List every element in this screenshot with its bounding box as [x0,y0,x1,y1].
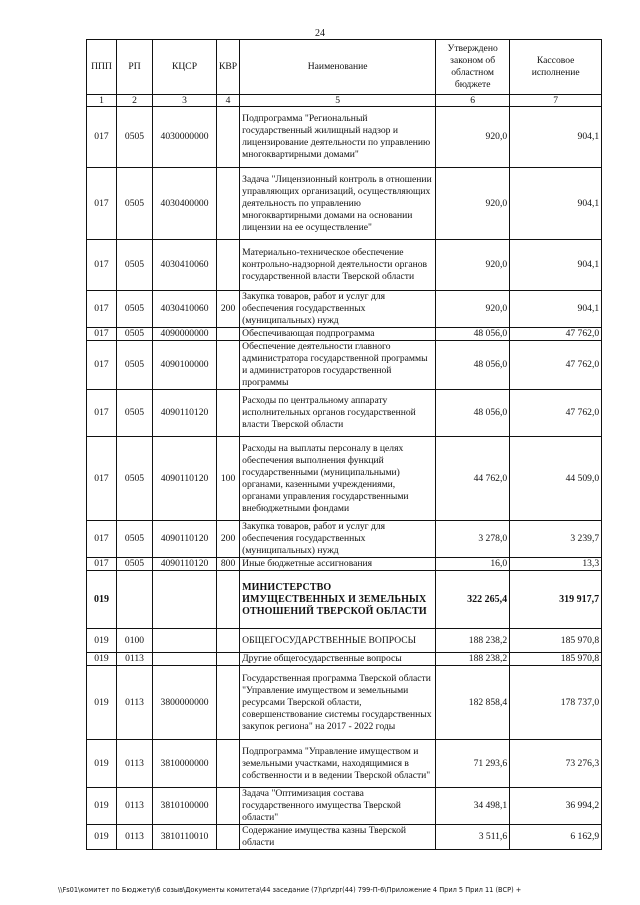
cell-kcsr: 3810100000 [153,788,217,825]
cell-kvr [217,825,240,850]
cell-kcsr: 4030410060 [153,291,217,328]
cell-executed: 47 762,0 [510,341,602,390]
cell-kvr: 100 [217,437,240,521]
cell-executed: 47 762,0 [510,328,602,341]
cell-executed: 904,1 [510,291,602,328]
cell-approved: 3 278,0 [436,521,510,558]
cell-kcsr: 4090110120 [153,521,217,558]
table-row [87,825,602,850]
cell-kvr: 200 [217,521,240,558]
column-number: 5 [240,95,436,107]
table-row [87,788,602,825]
cell-name: Другие общегосударственные вопросы [240,653,436,666]
cell-executed: 47 762,0 [510,390,602,437]
cell-rp: 0113 [117,825,153,850]
cell-kcsr: 4090100000 [153,341,217,390]
table-row [87,437,602,521]
cell-executed: 73 276,3 [510,740,602,788]
cell-rp: 0505 [117,341,153,390]
cell-kvr [217,328,240,341]
cell-rp: 0113 [117,740,153,788]
header-executed: Кассовое исполнение [510,40,602,95]
cell-executed: 6 162,9 [510,825,602,850]
cell-kvr: 800 [217,558,240,571]
cell-executed: 13,3 [510,558,602,571]
cell-executed: 3 239,7 [510,521,602,558]
cell-name: Материально-техническое обеспечение контрольно-надзорной деятельности органов государственной власти Тверской области [240,240,436,291]
table-row [87,328,602,341]
cell-rp: 0100 [117,629,153,653]
cell-executed: 904,1 [510,107,602,168]
cell-kvr [217,168,240,240]
cell-rp: 0505 [117,328,153,341]
cell-ppp: 019 [87,825,117,850]
cell-approved: 48 056,0 [436,341,510,390]
header-kcsr: КЦСР [153,40,217,95]
cell-executed: 178 737,0 [510,666,602,740]
page-number: 24 [315,28,325,39]
cell-approved: 34 498,1 [436,788,510,825]
cell-name: Содержание имущества казны Тверской области [240,825,436,850]
cell-ppp: 019 [87,653,117,666]
header-approved: Утверждено законом об областном бюджете [436,40,510,95]
cell-kvr [217,629,240,653]
table-row [87,521,602,558]
cell-name: Подпрограмма "Региональный государственный жилищный надзор и лицензирование деятельности по управлению многоквартирными домами" [240,107,436,168]
cell-ppp: 019 [87,666,117,740]
cell-ppp: 017 [87,328,117,341]
cell-name: Задача "Лицензионный контроль в отношении управляющих организаций, осуществляющих деятельность по управлению многоквартирными домами на основании лицензии на ее осуществление" [240,168,436,240]
cell-name: Задача "Оптимизация состава государственного имущества Тверской области" [240,788,436,825]
header-kvr: КВР [217,40,240,95]
cell-kvr [217,341,240,390]
cell-rp: 0505 [117,291,153,328]
cell-executed: 904,1 [510,168,602,240]
table-row [87,341,602,390]
cell-approved: 920,0 [436,168,510,240]
cell-ppp: 017 [87,437,117,521]
table-row [87,390,602,437]
column-number: 2 [117,95,153,107]
cell-kcsr: 4030400000 [153,168,217,240]
cell-rp: 0505 [117,521,153,558]
cell-ppp: 017 [87,168,117,240]
cell-approved: 3 511,6 [436,825,510,850]
cell-name: Расходы по центральному аппарату исполнительных органов государственной власти Тверской области [240,390,436,437]
cell-approved: 188 238,2 [436,629,510,653]
table-row [87,291,602,328]
table-body [87,107,602,850]
cell-kvr [217,571,240,629]
cell-name: Закупка товаров, работ и услуг для обеспечения государственных (муниципальных) нужд [240,291,436,328]
cell-ppp: 017 [87,558,117,571]
budget-execution-table [86,39,602,850]
column-number-row [87,95,602,107]
cell-name: Государственная программа Тверской области "Управление имуществом и земельными ресурсами Тверской области, совершенствование системы государственных закупок региона" на 2017 - 2022 годы [240,666,436,740]
cell-ppp: 017 [87,240,117,291]
cell-kvr [217,390,240,437]
cell-rp: 0505 [117,240,153,291]
cell-kvr [217,240,240,291]
cell-executed: 904,1 [510,240,602,291]
cell-approved: 920,0 [436,107,510,168]
column-number: 6 [436,95,510,107]
header-row [87,40,602,95]
cell-approved: 71 293,6 [436,740,510,788]
cell-executed: 185 970,8 [510,653,602,666]
table-row [87,107,602,168]
cell-rp: 0505 [117,390,153,437]
cell-ppp: 017 [87,107,117,168]
table-row [87,740,602,788]
column-number: 1 [87,95,117,107]
cell-approved: 322 265,4 [436,571,510,629]
cell-approved: 920,0 [436,291,510,328]
table-row [87,240,602,291]
cell-kvr [217,107,240,168]
cell-name: МИНИСТЕРСТВО ИМУЩЕСТВЕННЫХ И ЗЕМЕЛЬНЫХ ОТНОШЕНИЙ ТВЕРСКОЙ ОБЛАСТИ [240,571,436,629]
cell-name: ОБЩЕГОСУДАРСТВЕННЫЕ ВОПРОСЫ [240,629,436,653]
cell-name: Обеспечение деятельности главного администратора государственной программы и администраторов государственной программы [240,341,436,390]
cell-kcsr: 4030000000 [153,107,217,168]
cell-kcsr: 3810000000 [153,740,217,788]
cell-ppp: 019 [87,740,117,788]
cell-name: Иные бюджетные ассигнования [240,558,436,571]
column-number: 7 [510,95,602,107]
cell-name: Подпрограмма "Управление имуществом и земельными участками, находящимися в собственности и в ведении Тверской области" [240,740,436,788]
cell-ppp: 017 [87,390,117,437]
cell-kvr [217,653,240,666]
cell-ppp: 017 [87,341,117,390]
table-row [87,629,602,653]
cell-approved: 188 238,2 [436,653,510,666]
cell-ppp: 017 [87,291,117,328]
cell-rp: 0113 [117,666,153,740]
cell-rp: 0505 [117,168,153,240]
cell-executed: 44 509,0 [510,437,602,521]
table-row [87,558,602,571]
cell-ppp: 019 [87,571,117,629]
cell-kcsr: 4090110120 [153,437,217,521]
cell-kcsr [153,571,217,629]
table-row [87,571,602,629]
cell-kcsr: 4030410060 [153,240,217,291]
cell-rp: 0505 [117,107,153,168]
cell-rp: 0113 [117,788,153,825]
cell-kvr [217,666,240,740]
cell-approved: 16,0 [436,558,510,571]
cell-approved: 48 056,0 [436,390,510,437]
cell-kcsr: 3810110010 [153,825,217,850]
cell-rp: 0505 [117,558,153,571]
cell-executed: 319 917,7 [510,571,602,629]
cell-name: Расходы на выплаты персоналу в целях обеспечения выполнения функций государственными (муниципальными) органами, казенными учреждениями, органами управления государственными внебюджетными фондами [240,437,436,521]
cell-ppp: 019 [87,629,117,653]
cell-name: Обеспечивающая подпрограмма [240,328,436,341]
cell-approved: 44 762,0 [436,437,510,521]
table-row [87,666,602,740]
cell-approved: 48 056,0 [436,328,510,341]
cell-kcsr [153,653,217,666]
table-row [87,168,602,240]
cell-approved: 920,0 [436,240,510,291]
footer-file-path: \\Fs01\комитет по Бюджету\6 созыв\Документы комитета\44 заседание (7)\pr\zpr(44) 799-П-6\Приложение 4 Прил 5 Прил 11 (ВСР) + [58,886,522,894]
cell-kcsr: 3800000000 [153,666,217,740]
cell-ppp: 017 [87,521,117,558]
cell-rp [117,571,153,629]
header-name: Наименование [240,40,436,95]
cell-rp: 0113 [117,653,153,666]
cell-kvr [217,740,240,788]
header-rp: РП [117,40,153,95]
cell-kcsr: 4090000000 [153,328,217,341]
cell-kvr: 200 [217,291,240,328]
column-number: 3 [153,95,217,107]
cell-kvr [217,788,240,825]
cell-approved: 182 858,4 [436,666,510,740]
column-number: 4 [217,95,240,107]
cell-rp: 0505 [117,437,153,521]
cell-ppp: 019 [87,788,117,825]
cell-kcsr [153,629,217,653]
cell-executed: 36 994,2 [510,788,602,825]
cell-executed: 185 970,8 [510,629,602,653]
cell-name: Закупка товаров, работ и услуг для обеспечения государственных (муниципальных) нужд [240,521,436,558]
cell-kcsr: 4090110120 [153,390,217,437]
cell-kcsr: 4090110120 [153,558,217,571]
header-ppp: ППП [87,40,117,95]
table-row [87,653,602,666]
